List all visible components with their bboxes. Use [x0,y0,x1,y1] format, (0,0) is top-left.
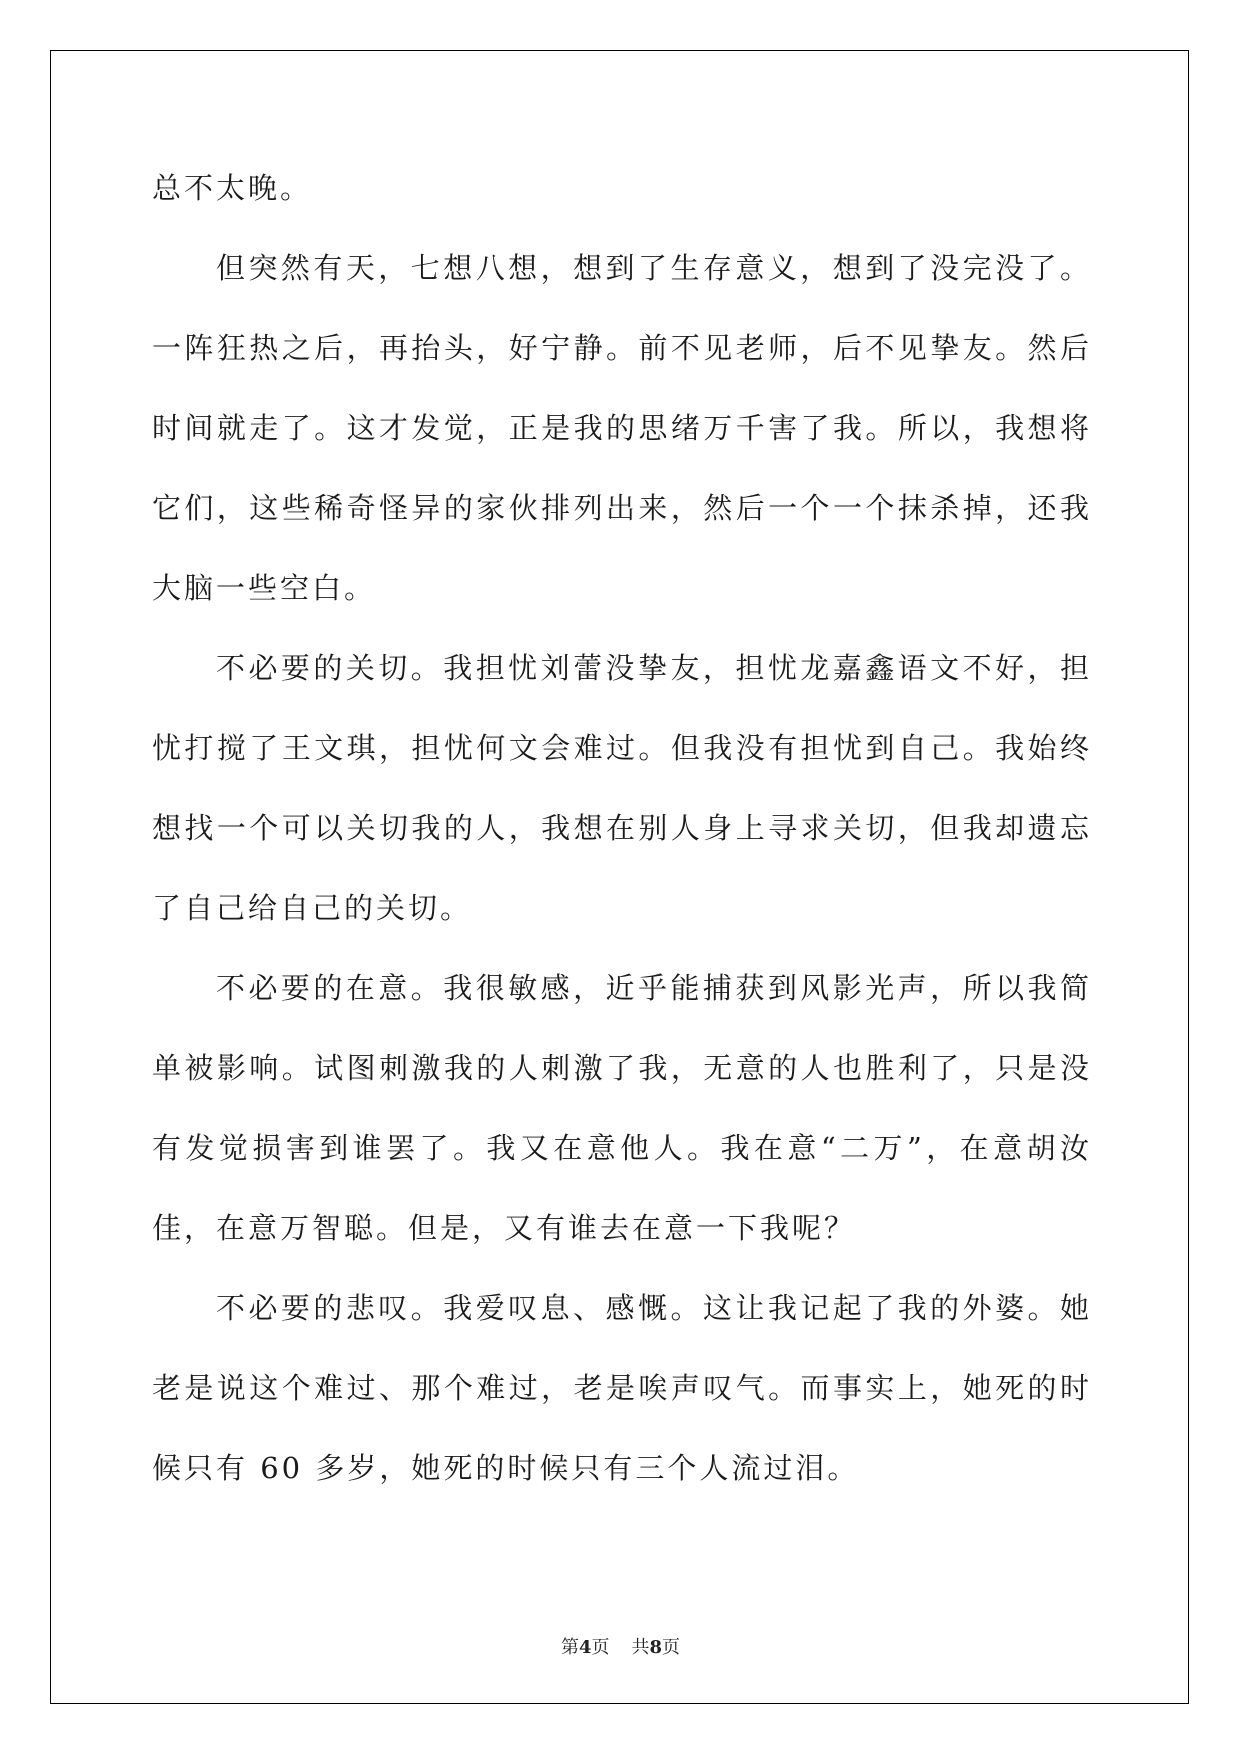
paragraph-3: 不必要的关切。我担忧刘蕾没挚友，担忧龙嘉鑫语文不好，担忧打搅了王文琪，担忧何文会难过。但我没有担忧到自己。我始终想找一个可以关切我的人，我想在别人身上寻求关切，但我却遗忘了自己给自己的关切。 [152,651,1092,925]
paragraph-4: 不必要的在意。我很敏感，近乎能捕获到风影光声，所以我简单被影响。试图刺激我的人刺激了我，无意的人也胜利了，只是没有发觉损害到谁罢了。我又在意他人。我在意“二万”，在意胡汝佳，在意万智聪。但是，又有谁去在意一下我呢？ [152,971,1092,1245]
page-footer [0,1636,1241,1660]
page-prefix: 第 [560,1637,579,1658]
total-prefix: 共 [631,1637,650,1658]
paragraph-5: 不必要的悲叹。我爱叹息、感慨。这让我记起了我的外婆。她老是说这个难过、那个难过，老是唉声叹气。而事实上，她死的时候只有 60 多岁，她死的时候只有三个人流过泪。 [152,1291,1092,1485]
page-suffix: 页 [591,1637,610,1658]
paragraph-1: 总不太晚。 [152,171,313,205]
paragraph-2: 但突然有天，七想八想，想到了生存意义，想到了没完没了。一阵狂热之后，再抬头，好宁静。前不见老师，后不见挚友。然后时间就走了。这才发觉，正是我的思绪万千害了我。所以，我想将它们，这些稀奇怪异的家伙排列出来，然后一个一个抹杀掉，还我大脑一些空白。 [152,251,1092,605]
total-pages: 8 [649,1637,663,1658]
page-number: 4 [578,1637,592,1658]
document-body [152,148,1092,1508]
total-suffix: 页 [662,1637,681,1658]
